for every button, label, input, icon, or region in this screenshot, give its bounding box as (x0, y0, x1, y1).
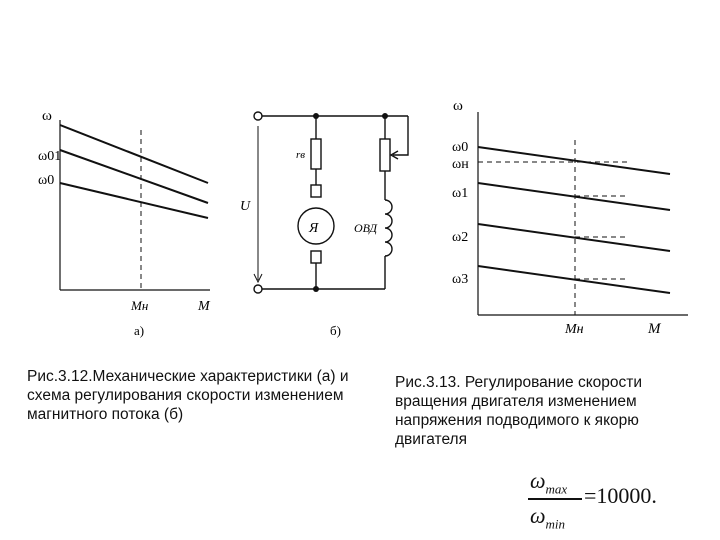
formula-fraction-bar (528, 498, 582, 500)
formula-min-subscript: min (545, 516, 566, 532)
fig-b-panel-label: б) (330, 323, 341, 338)
field-winding-label: ОВД (354, 221, 377, 235)
terminal-bottom (254, 285, 262, 293)
fig-c-x-label: M (648, 321, 661, 337)
fig-a-curve-mid (60, 150, 208, 203)
fig-c-line-omega0 (478, 147, 670, 174)
formula-omega-min: ω (530, 503, 546, 528)
fig-c-line-omega3 (478, 266, 670, 293)
fig-c-y-label: ω (453, 98, 463, 114)
junction-dot (382, 113, 388, 119)
fig-a-curve-bottom (60, 183, 208, 218)
junction-dot (313, 286, 319, 292)
fig-a-omega01-label: ω01 (38, 149, 62, 164)
figure-c (478, 112, 688, 315)
fig-c-omega1-label: ω1 (452, 186, 469, 201)
resistor-rv (311, 139, 321, 169)
field-winding-coil (385, 200, 392, 256)
formula-max-subscript: max (545, 481, 568, 497)
voltage-label: U (240, 199, 251, 214)
terminal-top (254, 112, 262, 120)
fig-a-panel-label: а) (134, 323, 145, 338)
fig-c-omega-n-label: ωн (452, 157, 469, 172)
fig-a-mn-label: Mн (131, 298, 149, 313)
figure-b-circuit (254, 112, 408, 293)
fig-c-mn-label: Mн (565, 322, 584, 337)
rheostat (380, 139, 390, 171)
fig-c-omega2-label: ω2 (452, 230, 469, 245)
formula-omega-max: ω (530, 468, 546, 493)
fig-c-line-omega1 (478, 183, 670, 210)
brush-bottom (311, 251, 321, 263)
motor-label: Я (309, 221, 319, 236)
brush-top (311, 185, 321, 197)
formula-numerator (530, 468, 567, 497)
fig-a-curve-top (60, 125, 208, 183)
junction-dot (313, 113, 319, 119)
fig-a-omega0-label: ω0 (38, 173, 55, 188)
fig-a-x-label: M (198, 299, 210, 314)
resistor-rv-label: rв (296, 149, 306, 161)
caption-fig-3-13: Рис.3.13. Регулирование скорости вращения двигателя изменением напряжения подводимого к якорю двигателя (395, 374, 643, 448)
formula-rhs: =10000. (584, 483, 657, 508)
rheostat-slider-wire (393, 116, 408, 155)
figure-a (60, 120, 210, 290)
caption-fig-3-12: Рис.3.12.Механические характеристики (а) и схема регулирования скорости изменением магнитного потока (б) (27, 368, 349, 423)
fig-c-line-omega2 (478, 224, 670, 251)
junction-dots (313, 113, 388, 292)
fig-c-omega3-label: ω3 (452, 272, 469, 287)
speed-range-formula (524, 468, 684, 532)
formula-denominator (530, 503, 565, 532)
fig-c-omega0-label: ω0 (452, 140, 469, 155)
fig-a-y-label: ω (42, 108, 52, 124)
